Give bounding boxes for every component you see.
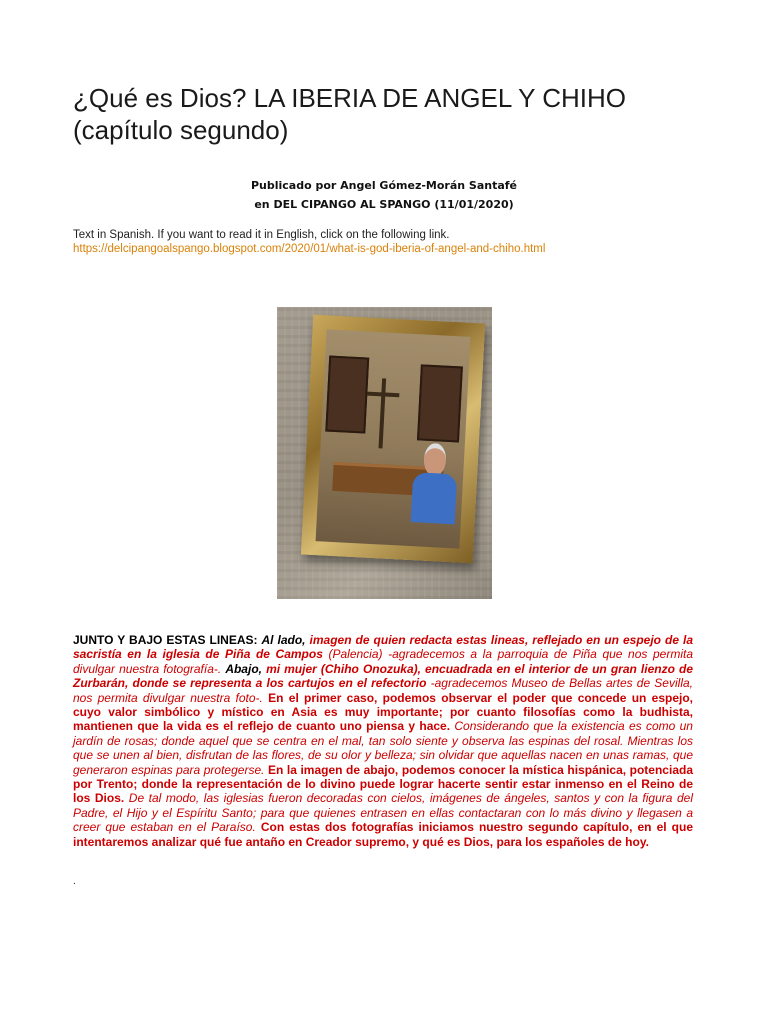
english-version-link[interactable]: https://delcipangoalspango.blogspot.com/2020/01/what-is-god-iberia-of-angel-and-chiho.html: [73, 243, 546, 255]
article-body: [73, 633, 693, 849]
byline-source: en DEL CIPANGO AL SPANGO (11/01/2020): [254, 198, 514, 211]
intro-note: [73, 228, 713, 256]
body-heading: JUNTO Y BAJO ESTAS LINEAS:: [73, 633, 262, 647]
body-thanks-2: -agradecemos Museo de Bellas artes de Sevilla, nos permita divulgar nuestra foto-.: [73, 676, 693, 705]
body-paragraph-mystic: En la imagen de abajo, podemos conocer la mística hispánica, potenciada por Trento; donde la representación de lo divino puede lograr hacerte sentir estar inmenso en el Reino de los Dios.: [73, 762, 693, 806]
body-paragraph-churches: De tal modo, las iglesias fueron decoradas con cielos, imágenes de ángeles, santos y con la figura del Padre, el Hijo y el Espíritu Santo; para que quienes entrasen en ellas contactaran con lo más divino y llegasen a creer que estaban en el Paraíso.: [73, 791, 694, 835]
byline: [0, 176, 768, 214]
cross-icon: [378, 378, 386, 448]
byline-author: Publicado por Angel Gómez-Morán Santafé: [250, 179, 518, 192]
body-al-lado: Al lado,: [261, 633, 310, 647]
wooden-door-left: [325, 356, 369, 434]
wooden-door-right: [417, 364, 463, 442]
gilded-frame: [301, 315, 485, 564]
mirror-reflection: [316, 329, 471, 548]
mirror-photo: [277, 307, 492, 599]
intro-text: Text in Spanish. If you want to read it in English, click on the following link.: [73, 229, 450, 241]
man-blue-shirt: [411, 472, 458, 524]
body-paragraph-conclusion: Con estas dos fotografías iniciamos nuestro segundo capítulo, en el que intentaremos analizar qué fue antaño en Creador supremo, y qué es Dios, para los españoles de hoy.: [73, 820, 693, 849]
trailing-dot: .: [73, 876, 76, 887]
body-thanks-1: (Palencia) -agradecemos a la parroquia de Piña que nos permita divulgar nuestra fotografía-.: [73, 647, 694, 676]
body-paragraph-roses: Considerando que la existencia es como un jardín de rosas; donde aquel que se centra en el mal, tan solo siente y observa las espinas del rosal. Mientras los que se unen al bien, disfrutan de las flores, de su olor y belleza; sin olvidar que aquellas nacen en unas ramas, que generaron espinas para protegerse.: [73, 719, 693, 777]
body-abajo: Abajo,: [225, 661, 267, 676]
page-title: ¿Qué es Dios? LA IBERIA DE ANGEL Y CHIHO (capítulo segundo): [73, 83, 626, 145]
body-caption-2: mi mujer (Chiho Onozuka), encuadrada en el interior de un gran lienzo de Zurbarán, donde se representa a los cartujos en el refectorio: [73, 661, 693, 691]
body-caption-1: imagen de quien redacta estas lineas, reflejado en un espejo de la sacristía en la iglesia de Piña de Campos: [73, 633, 693, 662]
body-paragraph-mirror: En el primer caso, podemos observar el poder que concede un espejo, cuyo valor simbólico y místico en Asia es muy importante; por cuanto filosofías como la budhista, mantienen que la vida es el reflejo de cuanto uno piensa y hace.: [73, 690, 693, 734]
